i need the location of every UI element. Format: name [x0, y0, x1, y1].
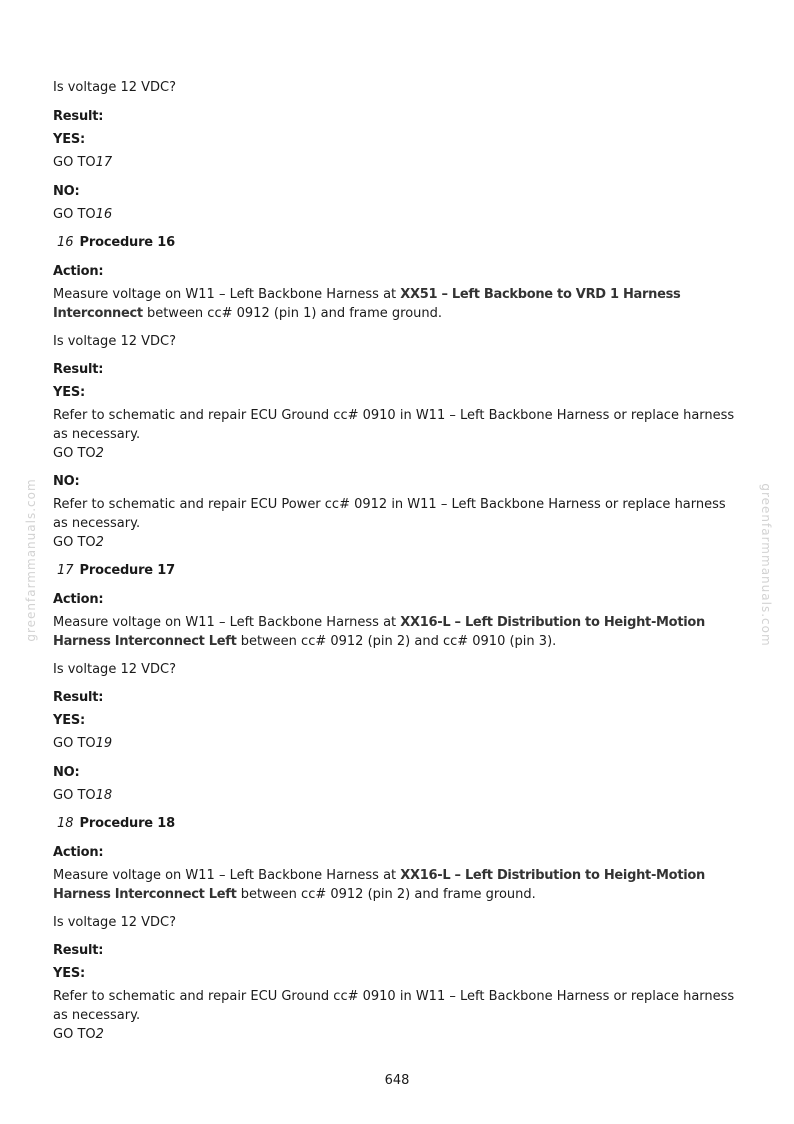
goto-label: GO TO [53, 446, 96, 461]
action-text-pre: Measure voltage on W11 – Left Backbone Harness at [53, 868, 401, 883]
yes-label: YES: [53, 713, 86, 728]
procedure-number: 16 [57, 235, 74, 250]
procedure-16-heading [57, 233, 175, 252]
connector-link-xx16-l[interactable]: XX16-L – Left Distribution to Height-Motion Harness Interconnect Left [53, 615, 705, 649]
action-label: Action: [53, 264, 104, 279]
action-text [53, 285, 743, 323]
goto-line [53, 1025, 104, 1044]
procedure-number: 18 [57, 816, 74, 831]
goto-line [53, 734, 112, 753]
page-number: 648 [384, 1073, 410, 1088]
goto-label: GO TO [53, 736, 96, 751]
goto-line [53, 205, 112, 224]
goto-label: GO TO [53, 788, 96, 803]
no-label: NO: [53, 474, 80, 489]
result-label: Result: [53, 362, 104, 377]
procedure-title: Procedure 16 [79, 235, 175, 250]
action-text [53, 613, 743, 651]
goto-label: GO TO [53, 207, 96, 222]
question-text: Is voltage 12 VDC? [53, 915, 176, 930]
yes-text: Refer to schematic and repair ECU Ground cc# 0910 in W11 – Left Backbone Harness or replace harness as necessary. [53, 989, 735, 1023]
action-text-pre: Measure voltage on W11 – Left Backbone Harness at [53, 615, 401, 630]
action-label: Action: [53, 592, 104, 607]
goto-link-17[interactable]: 17 [95, 155, 113, 170]
goto-line [53, 444, 104, 463]
action-text-post: between cc# 0912 (pin 1) and frame ground. [142, 306, 443, 321]
action-text-post: between cc# 0912 (pin 2) and frame ground. [236, 887, 536, 902]
no-text: Refer to schematic and repair ECU Power cc# 0912 in W11 – Left Backbone Harness or replace harness as necessary. [53, 497, 726, 531]
action-text-post: between cc# 0912 (pin 2) and cc# 0910 (pin 3). [236, 634, 557, 649]
result-label: Result: [53, 943, 104, 958]
watermark-left: greenfarmmanuals.com [24, 478, 38, 642]
question-text: Is voltage 12 VDC? [53, 80, 176, 95]
goto-line [53, 153, 112, 172]
procedure-number: 17 [57, 563, 74, 578]
yes-label: YES: [53, 385, 86, 400]
goto-link-2[interactable]: 2 [95, 446, 104, 461]
connector-link-xx51[interactable]: XX51 – Left Backbone to VRD 1 Harness Interconnect [53, 287, 681, 321]
watermark-right: greenfarmmanuals.com [759, 483, 773, 647]
goto-label: GO TO [53, 155, 96, 170]
goto-link-2[interactable]: 2 [95, 535, 104, 550]
action-label: Action: [53, 845, 104, 860]
goto-line [53, 533, 104, 552]
result-label: Result: [53, 690, 104, 705]
yes-text: Refer to schematic and repair ECU Ground cc# 0910 in W11 – Left Backbone Harness or replace harness as necessary. [53, 408, 735, 442]
action-text [53, 866, 743, 904]
goto-link-2[interactable]: 2 [95, 1027, 104, 1042]
question-text: Is voltage 12 VDC? [53, 334, 176, 349]
goto-link-16[interactable]: 16 [95, 207, 113, 222]
goto-label: GO TO [53, 535, 96, 550]
connector-link-xx16-l[interactable]: XX16-L – Left Distribution to Height-Motion Harness Interconnect Left [53, 868, 705, 902]
goto-link-18[interactable]: 18 [95, 788, 113, 803]
goto-line [53, 786, 112, 805]
procedure-17-heading [57, 561, 175, 580]
no-label: NO: [53, 765, 80, 780]
no-label: NO: [53, 184, 80, 199]
action-text-pre: Measure voltage on W11 – Left Backbone Harness at [53, 287, 401, 302]
yes-label: YES: [53, 132, 86, 147]
procedure-title: Procedure 18 [79, 816, 175, 831]
yes-label: YES: [53, 966, 86, 981]
result-label: Result: [53, 109, 104, 124]
goto-label: GO TO [53, 1027, 96, 1042]
question-text: Is voltage 12 VDC? [53, 662, 176, 677]
procedure-18-heading [57, 814, 175, 833]
procedure-title: Procedure 17 [79, 563, 175, 578]
goto-link-19[interactable]: 19 [95, 736, 113, 751]
